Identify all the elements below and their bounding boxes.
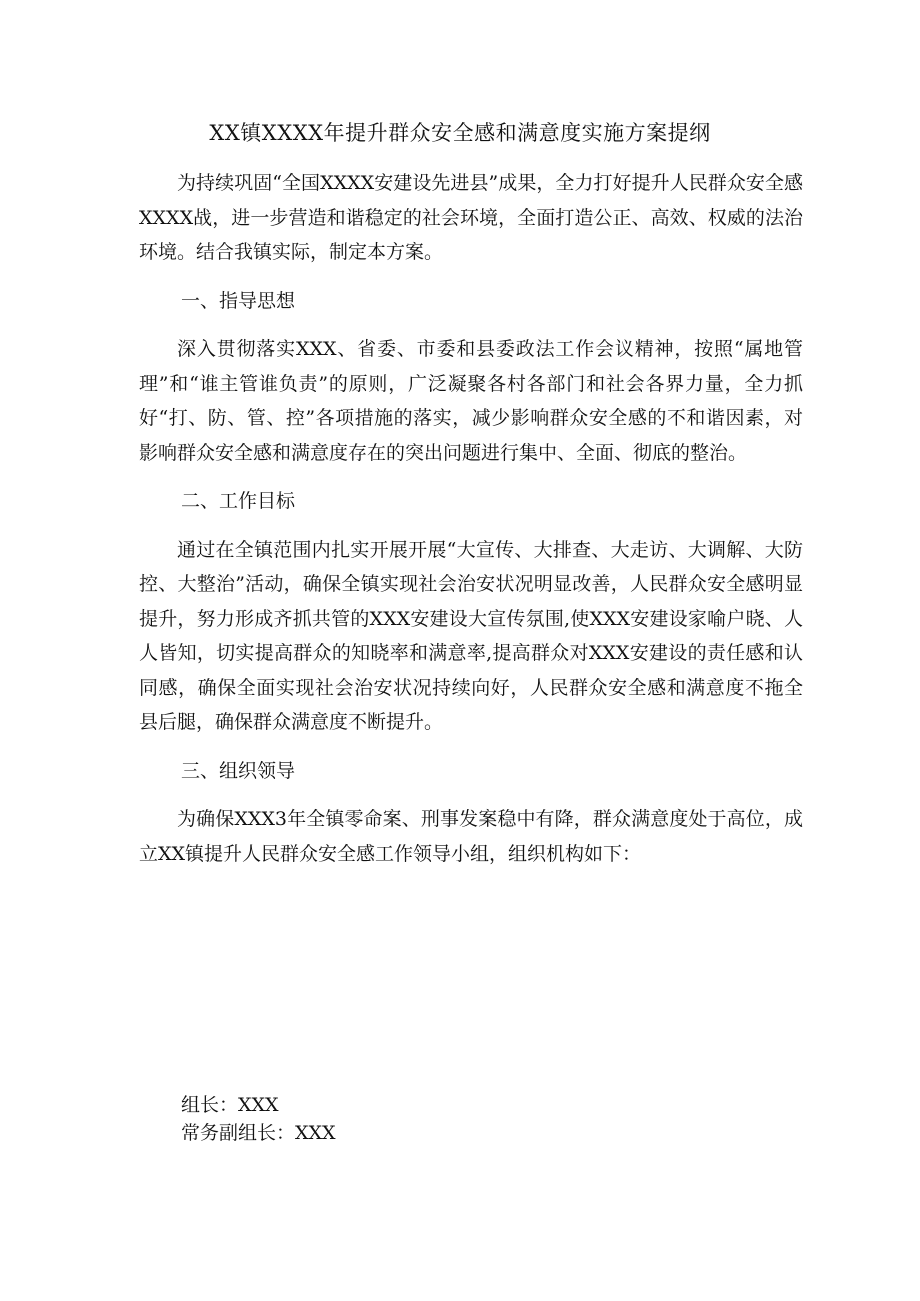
organization-paragraph: 为确保XXX3年全镇零命案、刑事发案稳中有降，群众满意度处于高位，成立XX镇提升人民群众安全感工作领导小组，组织机构如下： — [139, 808, 803, 865]
member-list — [181, 1091, 681, 1147]
work-goals-paragraph: 通过在全镇范围内扎实开展开展“大宣传、大排查、大走访、大调解、大防控、大整治”活动，确保全镇实现社会治安状况明显改善，人民群众安全感明显提升，努力形成齐抓共管的XXX安建设大宣传氛围,使XXX安建设家喻户晓、人人皆知，切实提高群众的知晓率和满意率,提高群众对XXX安建设的责任感和认同感，确保全面实现社会治安状况持续向好，人民群众安全感和满意度不拖全县后腿，确保群众满意度不断提升。 — [139, 538, 803, 733]
document-body — [139, 166, 803, 871]
member-deputy-leader: 常务副组长：XXX — [181, 1122, 336, 1144]
section-heading-work-goals: 二、工作目标 — [181, 490, 296, 512]
document-title: XX镇XXXX年提升群众安全感和满意度实施方案提纲 — [209, 121, 711, 145]
intro-paragraph: 为持续巩固“全国XXXX安建设先进县”成果，全力打好提升人民群众安全感XXXX战，进一步营造和谐稳定的社会环境，全面打造公正、高效、权威的法治环境。结合我镇实际，制定本方案。 — [139, 172, 803, 263]
section-heading-guiding-ideology: 一、指导思想 — [181, 289, 296, 312]
guiding-ideology-paragraph: 深入贯彻落实XXX、省委、市委和县委政法工作会议精神，按照“属地管理”和“谁主管谁负责”的原则，广泛凝聚各村各部门和社会各界力量，全力抓好“打、防、管、控”各项措施的落实，减少影响群众安全感的不和谐因素，对影响群众安全感和满意度存在的突出问题进行集中、全面、彻底的整治。 — [139, 338, 803, 464]
member-leader: 组长：XXX — [181, 1094, 279, 1116]
section-heading-organization: 三、组织领导 — [181, 759, 296, 782]
